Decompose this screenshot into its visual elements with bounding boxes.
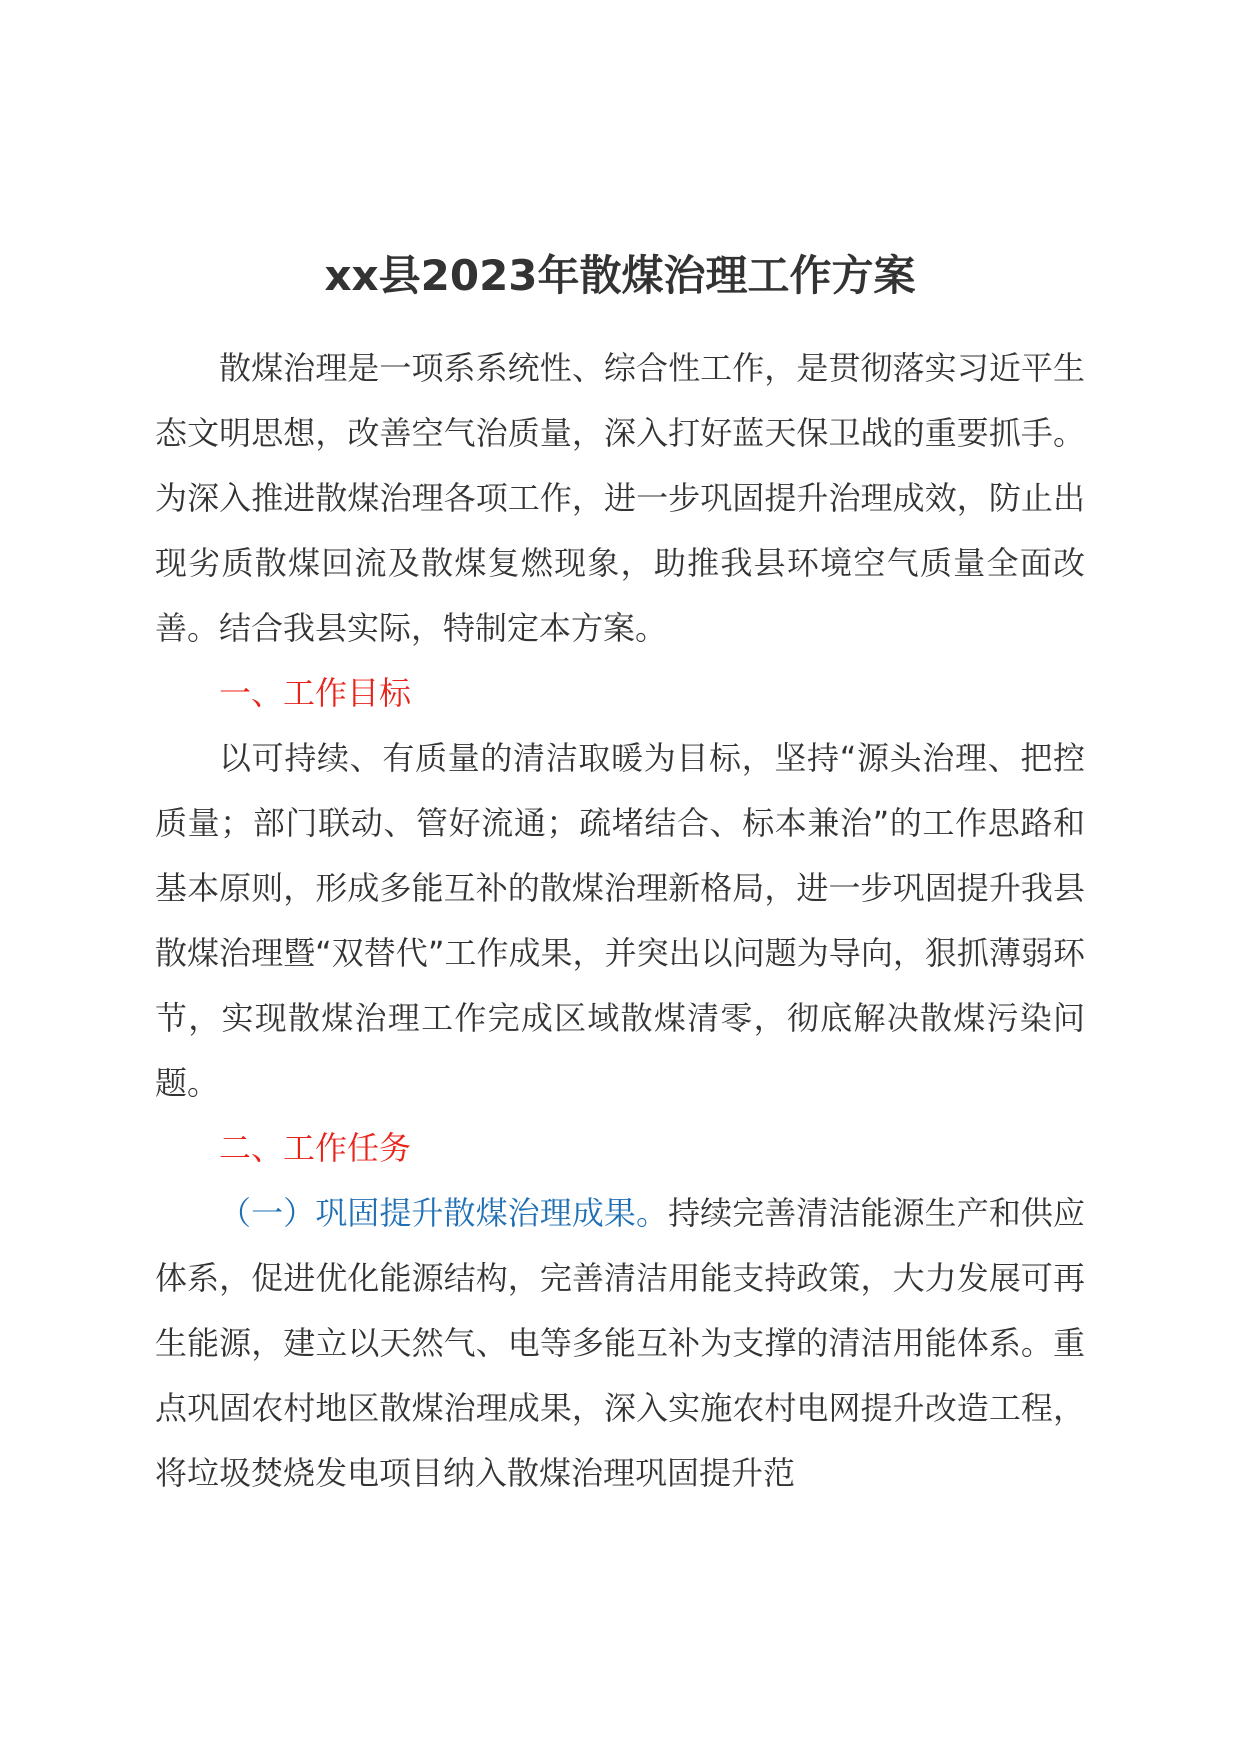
task-1-subheading: （一）巩固提升散煤治理成果。	[219, 1194, 669, 1232]
intro-paragraph: 散煤治理是一项系系统性、综合性工作，是贯彻落实习近平生态文明思想，改善空气治质量，深入打好蓝天保卫战的重要抓手。为深入推进散煤治理各项工作，进一步巩固提升治理成效，防止出现劣质散煤回流及散煤复燃现象，助推我县环境空气质量全面改善。结合我县实际，特制定本方案。	[155, 349, 1085, 647]
document-body	[155, 336, 1085, 1506]
task-1-paragraph	[155, 1181, 1085, 1506]
goals-paragraph: 以可持续、有质量的清洁取暖为目标，坚持“源头治理、把控质量；部门联动、管好流通；疏堵结合、标本兼治”的工作思路和基本原则，形成多能互补的散煤治理新格局，进一步巩固提升我县散煤治理暨“双替代”工作成果，并突出以问题为导向，狠抓薄弱环节，实现散煤治理工作完成区域散煤清零，彻底解决散煤污染问题。	[155, 739, 1085, 1102]
task-1-body: 持续完善清洁能源生产和供应体系，促进优化能源结构，完善清洁用能支持政策，大力发展可再生能源，建立以天然气、电等多能互补为支撑的清洁用能体系。重点巩固农村地区散煤治理成果，深入实施农村电网提升改造工程，将垃圾焚烧发电项目纳入散煤治理巩固提升范	[155, 1194, 1085, 1492]
section-heading-tasks: 二、工作任务	[219, 1129, 412, 1167]
section-heading-goals: 一、工作目标	[219, 674, 412, 712]
document-title: xx县2023年散煤治理工作方案	[324, 251, 916, 300]
